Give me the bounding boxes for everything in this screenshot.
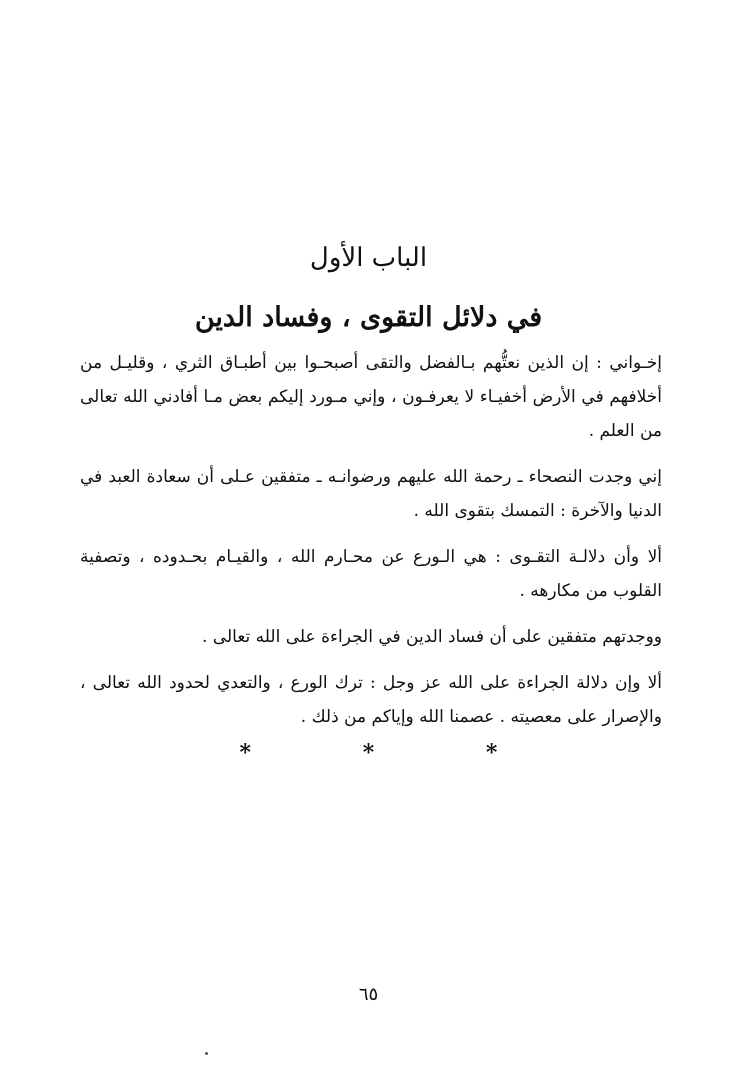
paragraph-brothers: إخـواني : إن الذين نعتُّهم بـالفضل والتقى أصبحـوا بين أطبـاق الثري ، وقليـل من أخلافهم في الأرض أخفيـاء لا يعرفـون ، وإني مـورد إليكم بعض مـا أفادني الله تعالى من العلم . [80,353,662,441]
page-number: ٦٥ [358,984,379,1005]
paragraph-happiness: إني وجدت النصحاء ـ رحمة الله عليهم ورضوانـه ـ متفقين عـلى أن سعادة العبد في الدنيا والآخرة : التمسك بتقوى الله . [80,467,662,521]
section-separator [0,740,737,766]
paragraph-audacity-sign: ألا وإن دلالة الجراءة على الله عز وجل : ترك الورع ، والتعدي لحدود الله تعالى ، والإصرار على معصيته . عصمنا الله وإياكم من ذلك . [80,673,662,727]
chapter-body [80,346,662,746]
paragraph-corruption: ووجدتهم متفقين على أن فساد الدين في الجراءة على الله تعالى . [202,627,662,647]
chapter-subtitle: في دلائل التقوى ، وفساد الدين [194,302,543,333]
paragraph-piety-sign: ألا وأن دلالـة التقـوى : هي الـورع عن محـارم الله ، والقيـام بحـدوده ، وتصفية القلوب من مكارهه . [80,547,662,601]
scan-speck [205,1052,208,1055]
separator-star-icon: * [239,740,252,766]
chapter-title: الباب الأول [309,243,428,273]
separator-star-icon: * [485,740,498,766]
separator-star-icon: * [362,740,375,766]
